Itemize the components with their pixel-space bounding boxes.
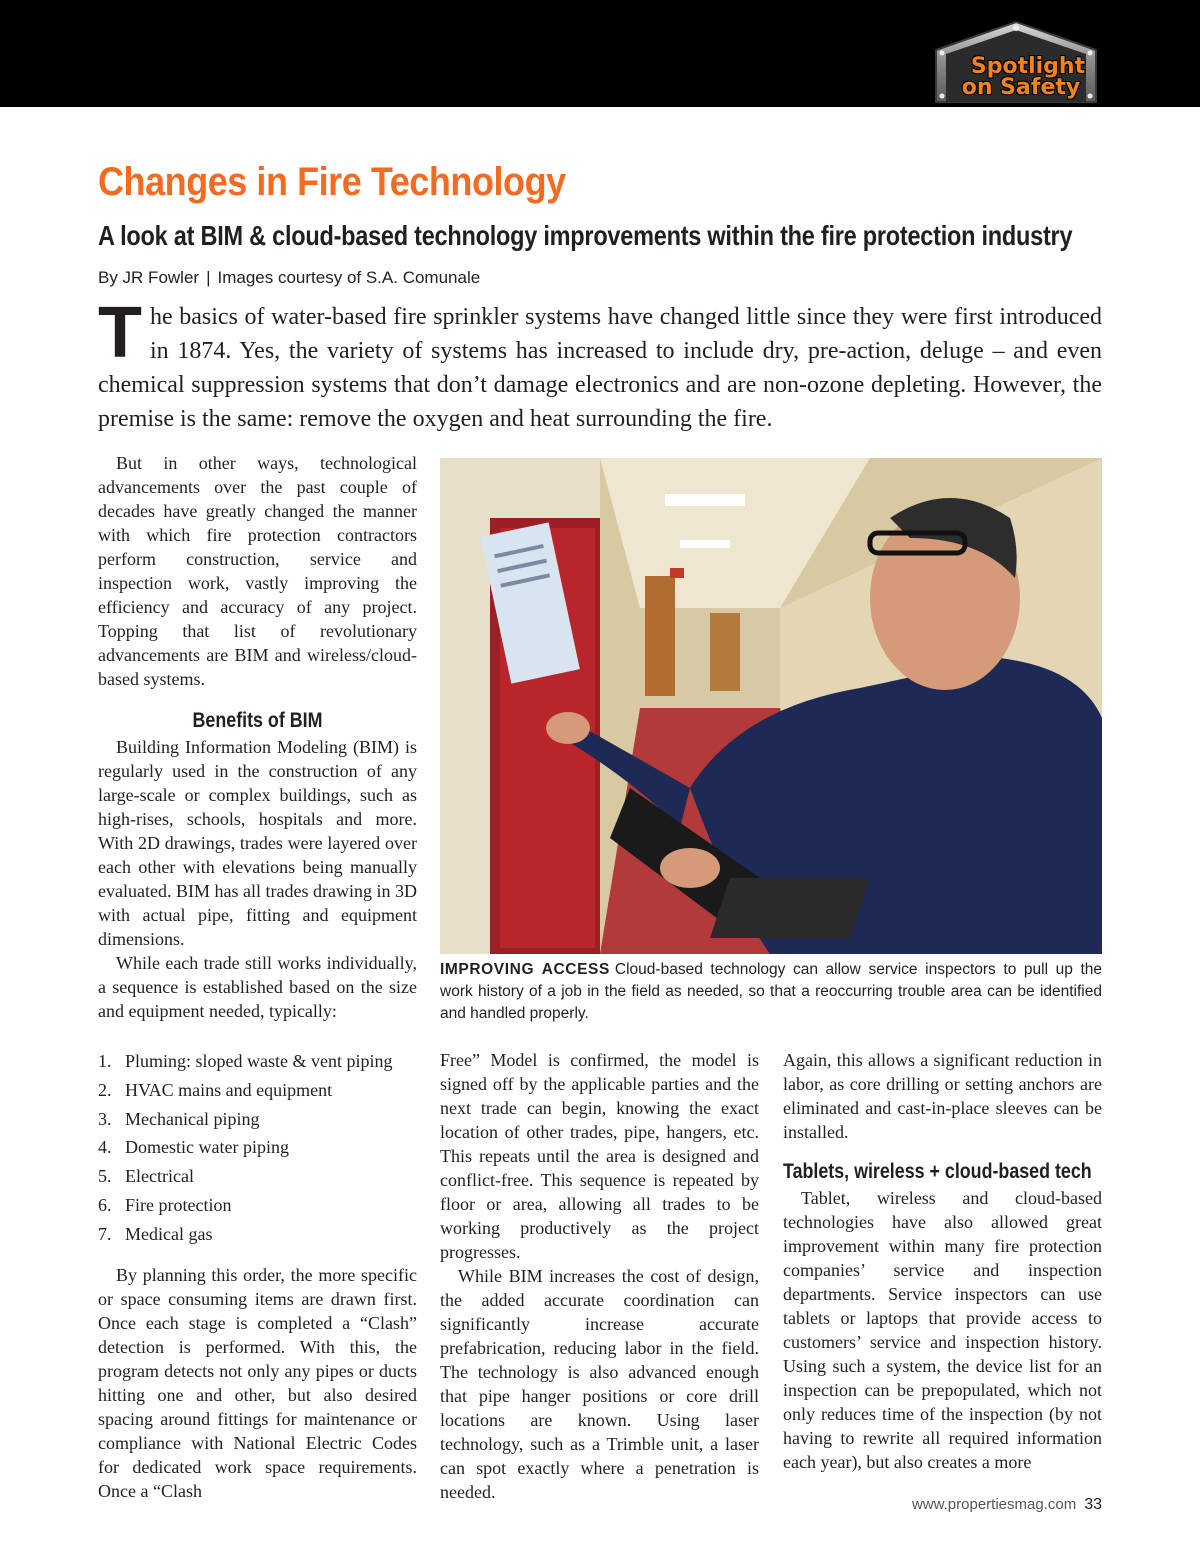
drop-cap: T bbox=[98, 293, 142, 373]
ceiling-light bbox=[665, 494, 745, 506]
paragraph: Again, this allows a significant reduction in labor, as core drilling or setting anchors are eliminated and cast-in-place sleeves can be installed. bbox=[783, 1050, 1102, 1142]
paragraph: Free” Model is confirmed, the model is signed off by the applicable parties and the next trade can begin, knowing the exact location of other trades, pipe, hangers, etc. This repeats until the area is designed and conflict-free. This sequence is repeated by floor or area, allowing all trades to be working productively as the project progresses. bbox=[440, 1050, 759, 1262]
section-heading-tablets: Tablets, wireless + cloud-based tech bbox=[783, 1160, 1092, 1183]
paragraph: By planning this order, the more specific or space consuming items are drawn first. Once each stage is completed a “Clash” detection is performed. With this, the program detects not only any pipes or ducts hitting one and other, but also desired spacing around fittings for maintenance or compliance with National Electric Codes for dedicated work space requirements. Once a “Clash bbox=[98, 1264, 417, 1501]
column-2 bbox=[440, 1048, 759, 1504]
paragraph: But in other ways, technological advancements over the past couple of decades have greatly changed the manner with which fire protection contractors perform construction, service and inspection work, vastly improving the efficiency and accuracy of any project. Topping that list of revolutionary advancements are BIM and wireless/cloud-based systems. bbox=[98, 453, 417, 689]
paragraph: While BIM increases the cost of design, the added accurate coordination can significantly increase accurate prefabrication, reducing labor in the field. The technology is also advanced enough that pipe hanger positions or core drill locations are known. Using laser technology, such as a Trimble unit, a laser can spot exactly where a penetration is needed. bbox=[440, 1266, 759, 1502]
header-bar bbox=[0, 0, 1200, 107]
website-url: www.propertiesmag.com bbox=[911, 1496, 1077, 1513]
byline-separator: | bbox=[206, 268, 211, 287]
lead-text: he basics of water-based fire sprinkler systems have changed little since they were first introduced in 1874. Yes, the variety of systems has increased to include dry, pre-action, deluge – and even chemical suppression systems that don’t damage electronics and are non-ozone depleting. However, the premise is the same: remove the oxygen and heat surrounding the fire. bbox=[98, 304, 1102, 432]
paragraph: Tablet, wireless and cloud-based technologies have also allowed great improvement within many fire protection companies’ service and inspection departments. Service inspectors can use tablets or laptops that provide access to customers’ service and inspection history. Using such a system, the device list for an inspection can be prepopulated, which not only reduces time of the inspection (by not having to rewrite all required information each year), but also creates a more bbox=[783, 1188, 1102, 1472]
list-item: 5. Electrical bbox=[98, 1166, 194, 1187]
page-footer bbox=[912, 1496, 1102, 1514]
caption-text: Cloud-based technology can allow service inspectors to pull up the work history of a job in the field as needed, so that a reoccurring trouble area can be identified and handled properly. bbox=[440, 961, 1102, 1022]
paragraph: Building Information Modeling (BIM) is regularly used in the construction of any large-scale or complex buildings, such as high-rises, schools, hospitals and more. With 2D drawings, trades were layered over each other with elevations being manually evaluated. BIM has all trades drawing in 3D with actual pipe, fitting and equipment dimensions. bbox=[98, 737, 417, 949]
list-item: 3. Mechanical piping bbox=[98, 1108, 260, 1129]
section-heading-bim: Benefits of BIM bbox=[192, 709, 323, 732]
paragraph: While each trade still works individually, a sequence is established based on the size and equipment needed, typically: bbox=[98, 953, 417, 1021]
photo-caption bbox=[440, 959, 1102, 1025]
list-item: 4. Domestic water piping bbox=[98, 1137, 289, 1158]
byline bbox=[98, 268, 480, 288]
trade-sequence-list bbox=[98, 1047, 417, 1249]
inspector-photo bbox=[440, 458, 1102, 954]
spotlight-on-safety-badge bbox=[930, 20, 1102, 104]
list-item: 2. HVAC mains and equipment bbox=[98, 1079, 333, 1100]
column-1 bbox=[98, 451, 417, 1503]
door bbox=[645, 576, 675, 696]
badge-line-1: Spotlight bbox=[970, 54, 1086, 79]
lead-paragraph bbox=[98, 293, 1102, 436]
caption-label: IMPROVING ACCESS bbox=[440, 961, 610, 978]
article-title: Changes in Fire Technology bbox=[98, 160, 566, 204]
article-subtitle: A look at BIM & cloud-based technology improvements within the fire protection industry bbox=[98, 220, 1073, 251]
page-number: 33 bbox=[1084, 1496, 1102, 1513]
list-item: 1. Pluming: sloped waste & vent piping bbox=[98, 1051, 393, 1071]
column-3 bbox=[783, 1048, 1102, 1474]
author: By JR Fowler bbox=[98, 268, 200, 287]
list-item: 6. Fire protection bbox=[98, 1194, 232, 1215]
badge-line-2: on Safety bbox=[961, 75, 1081, 100]
photo-illustration bbox=[440, 458, 1102, 954]
image-credit: Images courtesy of S.A. Comunale bbox=[217, 268, 481, 287]
list-item: 7. Medical gas bbox=[98, 1223, 213, 1244]
